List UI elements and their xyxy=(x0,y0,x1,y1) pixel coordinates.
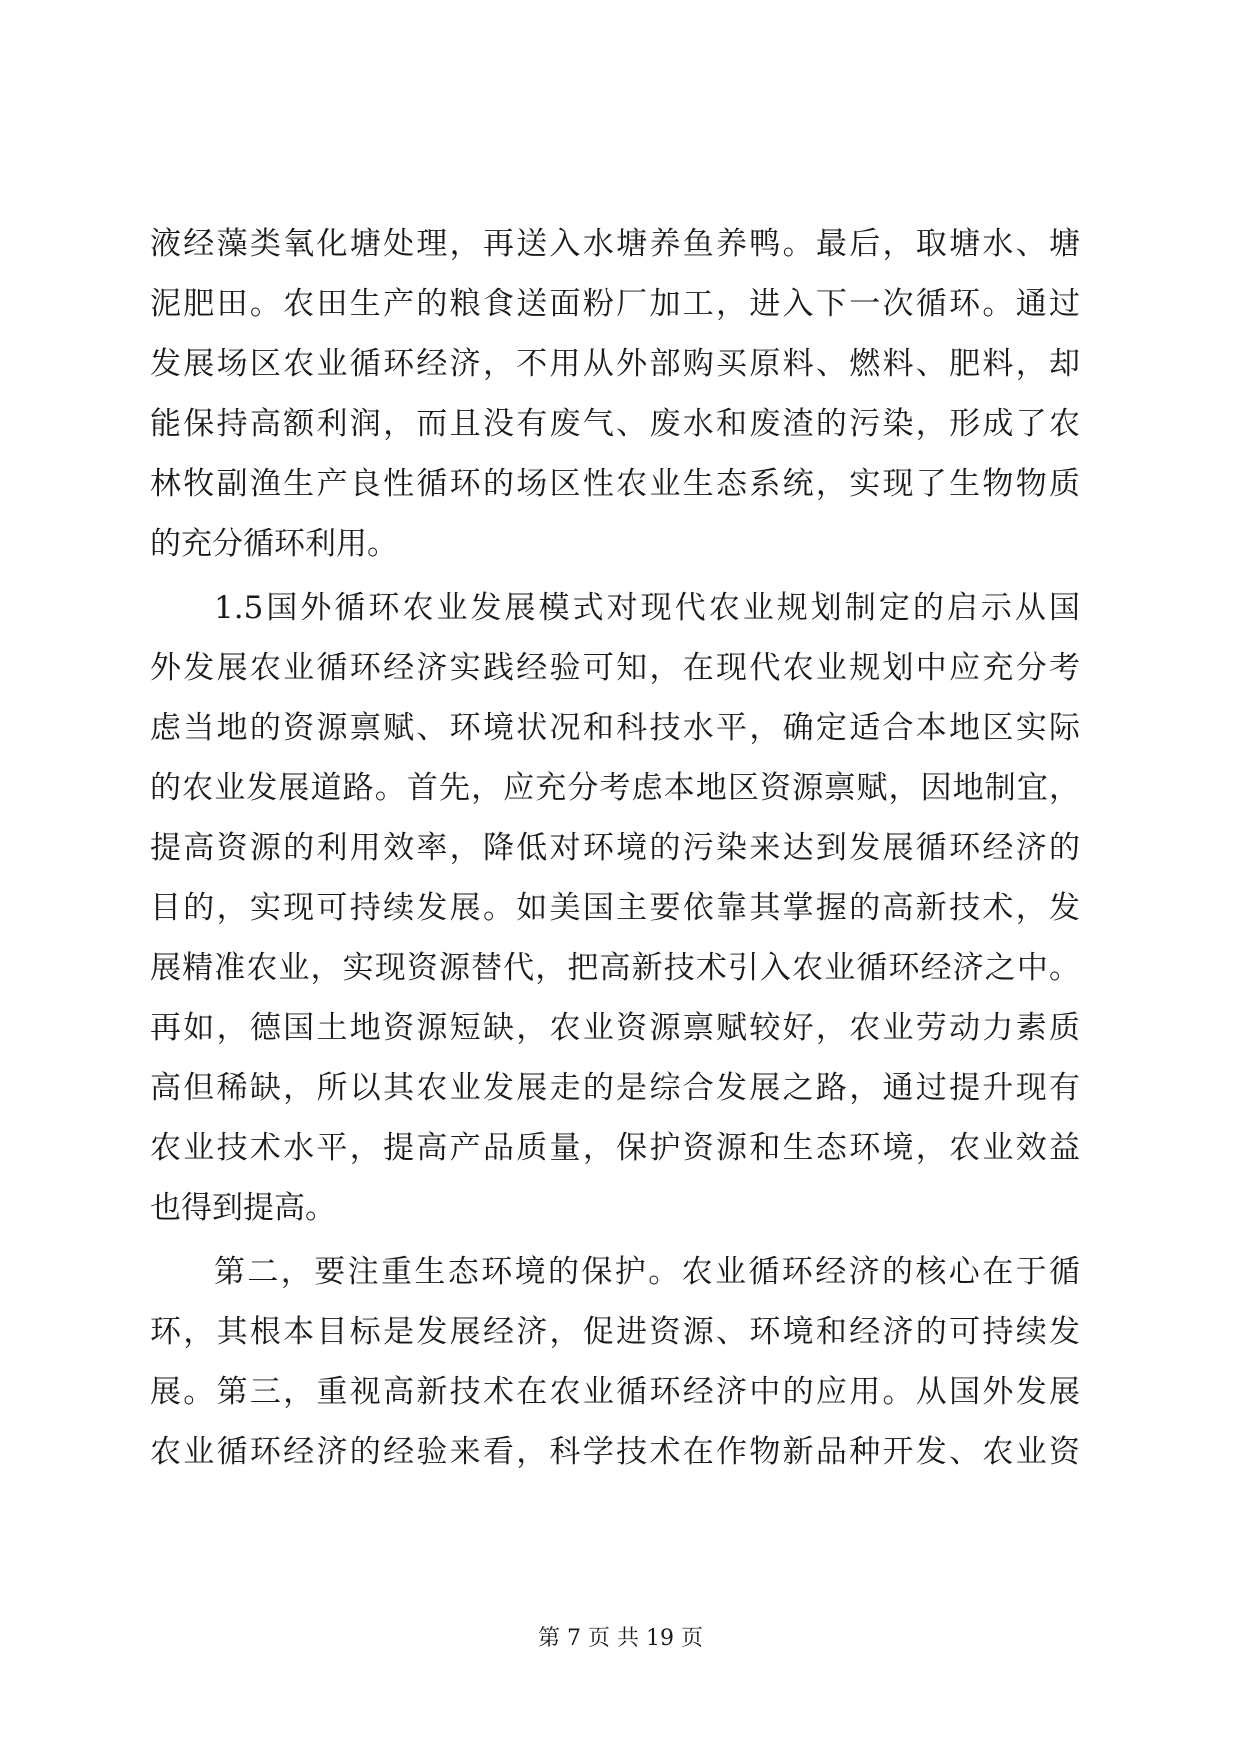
text-line: 发展场区农业循环经济，不用从外部购买原料、燃料、肥料，却 xyxy=(150,346,1080,382)
text-line: 农业循环经济的经验来看，科学技术在作物新品种开发、农业资 xyxy=(150,1434,1080,1470)
text-line: 能保持高额利润，而且没有废气、废水和废渣的污染，形成了农 xyxy=(150,406,1080,442)
text-line: 提高资源的利用效率，降低对环境的污染来达到发展循环经济的 xyxy=(150,830,1080,866)
text-line: 也得到提高。 xyxy=(150,1190,336,1226)
text-line: 再如，德国土地资源短缺，农业资源禀赋较好，农业劳动力素质 xyxy=(150,1010,1080,1046)
text-line: 展精准农业，实现资源替代，把高新技术引入农业循环经济之中。 xyxy=(150,950,1080,986)
text-line: 外发展农业循环经济实践经验可知，在现代农业规划中应充分考 xyxy=(150,650,1080,686)
text-line: 虑当地的资源禀赋、环境状况和科技水平，确定适合本地区实际 xyxy=(150,710,1080,746)
text-line: 农业技术水平，提高产品质量，保护资源和生态环境，农业效益 xyxy=(150,1130,1080,1166)
text-line: 高但稀缺，所以其农业发展走的是综合发展之路，通过提升现有 xyxy=(150,1070,1080,1106)
text-line: 第二，要注重生态环境的保护。农业循环经济的核心在于循 xyxy=(214,1254,1080,1290)
text-line: 环，其根本目标是发展经济，促进资源、环境和经济的可持续发 xyxy=(150,1314,1080,1350)
section-heading-line: 1.5国外循环农业发展模式对现代农业规划制定的启示从国 xyxy=(214,590,1080,626)
text-line: 泥肥田。农田生产的粮食送面粉厂加工，进入下一次循环。通过 xyxy=(150,286,1080,322)
text-line: 林牧副渔生产良性循环的场区性农业生态系统，实现了生物物质 xyxy=(150,466,1080,502)
text-line: 的充分循环利用。 xyxy=(150,526,398,562)
text-line: 的农业发展道路。首先，应充分考虑本地区资源禀赋，因地制宜， xyxy=(150,770,1080,806)
text-line: 展。第三，重视高新技术在农业循环经济中的应用。从国外发展 xyxy=(150,1374,1080,1410)
text-line: 目的，实现可持续发展。如美国主要依靠其掌握的高新技术，发 xyxy=(150,890,1080,926)
page-number-footer: 第 7 页 共 19 页 xyxy=(538,1626,703,1651)
text-line: 液经藻类氧化塘处理，再送入水塘养鱼养鸭。最后，取塘水、塘 xyxy=(150,226,1080,262)
